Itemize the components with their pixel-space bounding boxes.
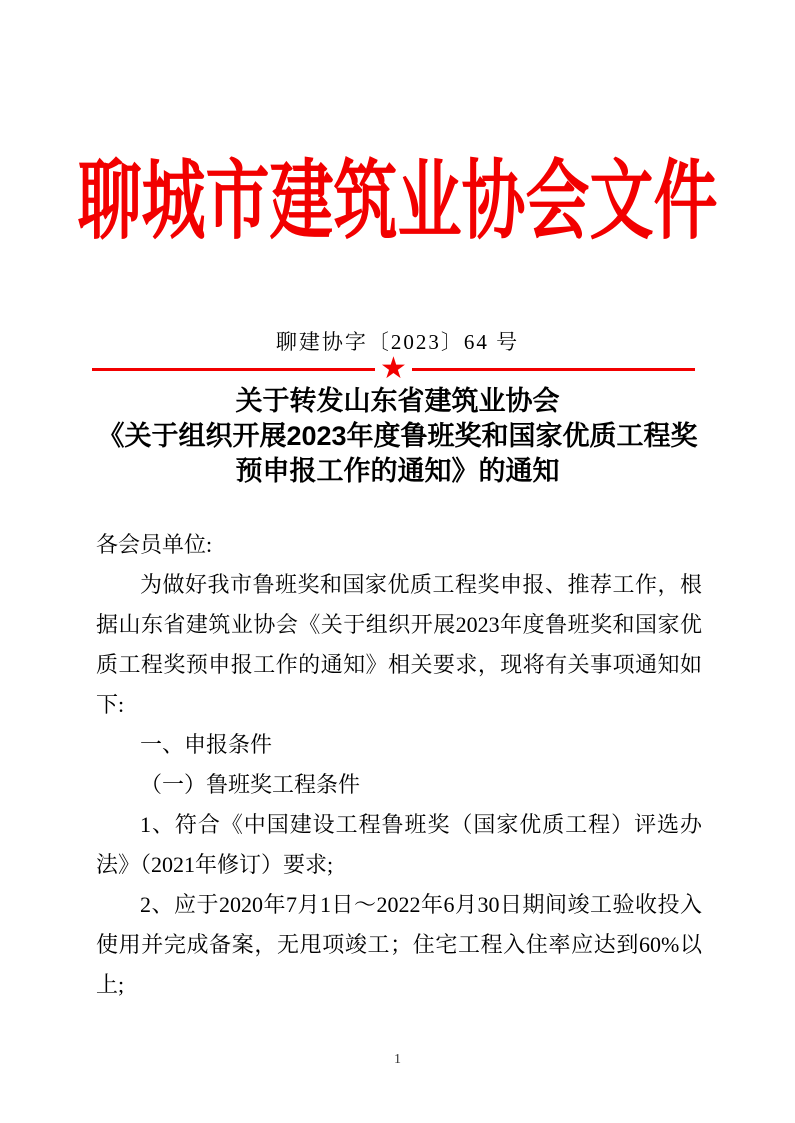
document-title-line-1: 关于转发山东省建筑业协会 <box>235 386 560 416</box>
paragraph-section-1: 一、申报条件 <box>140 732 273 757</box>
document-body <box>96 525 702 1005</box>
divider-line-left <box>92 368 375 371</box>
paragraph-item-1: 1、符合《中国建设工程鲁班奖（国家优质工程）评选办法》（2021年修订）要求; <box>96 812 702 877</box>
document-title-line-2: 《关于组织开展2023年度鲁班奖和国家优质工程奖 <box>97 421 698 451</box>
page-number: 1 <box>394 1052 401 1067</box>
divider-line-right <box>412 368 695 371</box>
red-divider <box>92 351 695 386</box>
salutation: 各会员单位: <box>96 532 213 557</box>
document-title <box>0 384 795 489</box>
paragraph-intro: 为做好我市鲁班奖和国家优质工程奖申报、推荐工作，根据山东省建筑业协会《关于组织开展2023年度鲁班奖和国家优质工程奖预申报工作的通知》相关要求，现将有关事项通知如下: <box>96 572 702 717</box>
letterhead-org-title: 聊城市建筑业协会文件 <box>77 153 718 250</box>
star-icon: ★ <box>380 351 407 386</box>
paragraph-subsection-1: （一）鲁班奖工程条件 <box>140 772 361 797</box>
paragraph-item-2: 2、应于2020年7月1日～2022年6月30日期间竣工验收投入使用并完成备案，无甩项竣工；住宅工程入住率应达到60%以上; <box>96 892 702 997</box>
document-title-line-3: 预申报工作的通知》的通知 <box>235 456 560 486</box>
doc-reference-number: 聊建协字〔2023〕64 号 <box>275 330 520 354</box>
